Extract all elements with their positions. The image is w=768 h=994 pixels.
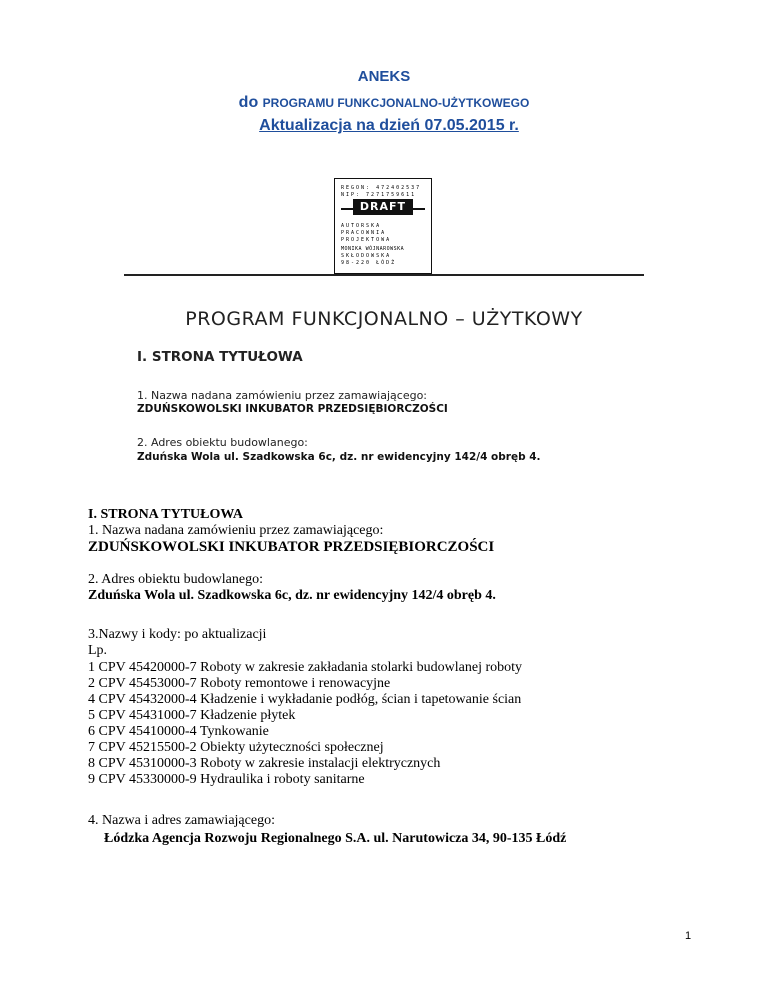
embedded-item2-value: Zduńska Wola ul. Szadkowska 6c, dz. nr ewidencyjny 142/4 obręb 4. [137, 451, 541, 463]
divider-line [124, 274, 644, 276]
aneks-heading: ANEKS [357, 68, 411, 85]
embedded-item2-label: 2. Adres obiektu budowlanego: [137, 436, 308, 449]
item1-value: ZDUŃSKOWOLSKI INKUBATOR PRZEDSIĘBIORCZOŚCI [88, 539, 495, 555]
stamp-line2: PRACOWNIA [341, 230, 387, 236]
list-item: 7 CPV 45215500-2 Obiekty użyteczności społecznej [88, 740, 384, 755]
stamp-line6: 98-220 ŁÓDŹ [341, 260, 397, 266]
stamp-line3: PROJEKTOWA [341, 237, 392, 243]
stamp-nip: NIP: 7271759611 [341, 192, 417, 198]
stamp-line5: SKŁODOWSKA [341, 253, 392, 259]
item4-value: Łódzka Agencja Rozwoju Regionalnego S.A. ul. Narutowicza 34, 90-135 Łódź [104, 831, 567, 846]
list-item: 4 CPV 45432000-4 Kładzenie i wykładanie podłóg, ścian i tapetowanie ścian [88, 692, 522, 707]
item1-label: 1. Nazwa nadana zamówieniu przez zamawiającego: [88, 523, 384, 538]
item2-value: Zduńska Wola ul. Szadkowska 6c, dz. nr ewidencyjny 142/4 obręb 4. [88, 588, 496, 603]
embedded-item1-value: ZDUŃSKOWOLSKI INKUBATOR PRZEDSIĘBIORCZOŚCI [137, 403, 448, 415]
list-item: 6 CPV 45410000-4 Tynkowanie [88, 724, 269, 739]
embedded-item1-label: 1. Nazwa nadana zamówieniu przez zamawiającego: [137, 389, 428, 402]
annex-subtitle [0, 94, 768, 112]
list-item: 9 CPV 45330000-9 Hydraulika i roboty sanitarne [88, 772, 365, 787]
list-item: 8 CPV 45310000-3 Roboty w zakresie instalacji elektrycznych [88, 756, 441, 771]
list-item: 2 CPV 45453000-7 Roboty remontowe i renowacyjne [88, 676, 391, 691]
embedded-section-heading: I. STRONA TYTUŁOWA [137, 349, 303, 365]
company-stamp [334, 178, 432, 274]
update-date-heading: Aktualizacja na dzień 07.05.2015 r. [259, 117, 519, 134]
lp-label: Lp. [88, 643, 108, 658]
list-item: 5 CPV 45431000-7 Kładzenie płytek [88, 708, 296, 723]
stamp-line1: AUTORSKA [341, 223, 382, 229]
draft-logo: DRAFT [353, 199, 413, 215]
program-title: PROGRAM FUNKCJONALNO – UŻYTKOWY [185, 308, 583, 330]
stamp-regon: REGON: 472402537 [341, 185, 422, 191]
do-prefix: do [238, 94, 259, 111]
item2-label: 2. Adres obiektu budowlanego: [88, 572, 263, 587]
cpv-list [88, 660, 522, 788]
section-heading: I. STRONA TYTUŁOWA [88, 507, 243, 522]
list-item: 1 CPV 45420000-7 Roboty w zakresie zakładania stolarki budowlanej roboty [88, 660, 523, 675]
item4-label: 4. Nazwa i adres zamawiającego: [88, 813, 275, 828]
stamp-line4: MONIKA WÓJNAROWSKA [341, 246, 405, 252]
program-name: PROGRAMU FUNKCJONALNO-UŻYTKOWEGO [262, 96, 530, 110]
item3-label: 3.Nazwy i kody: po aktualizacji [88, 627, 267, 642]
page-number: 1 [685, 930, 692, 942]
